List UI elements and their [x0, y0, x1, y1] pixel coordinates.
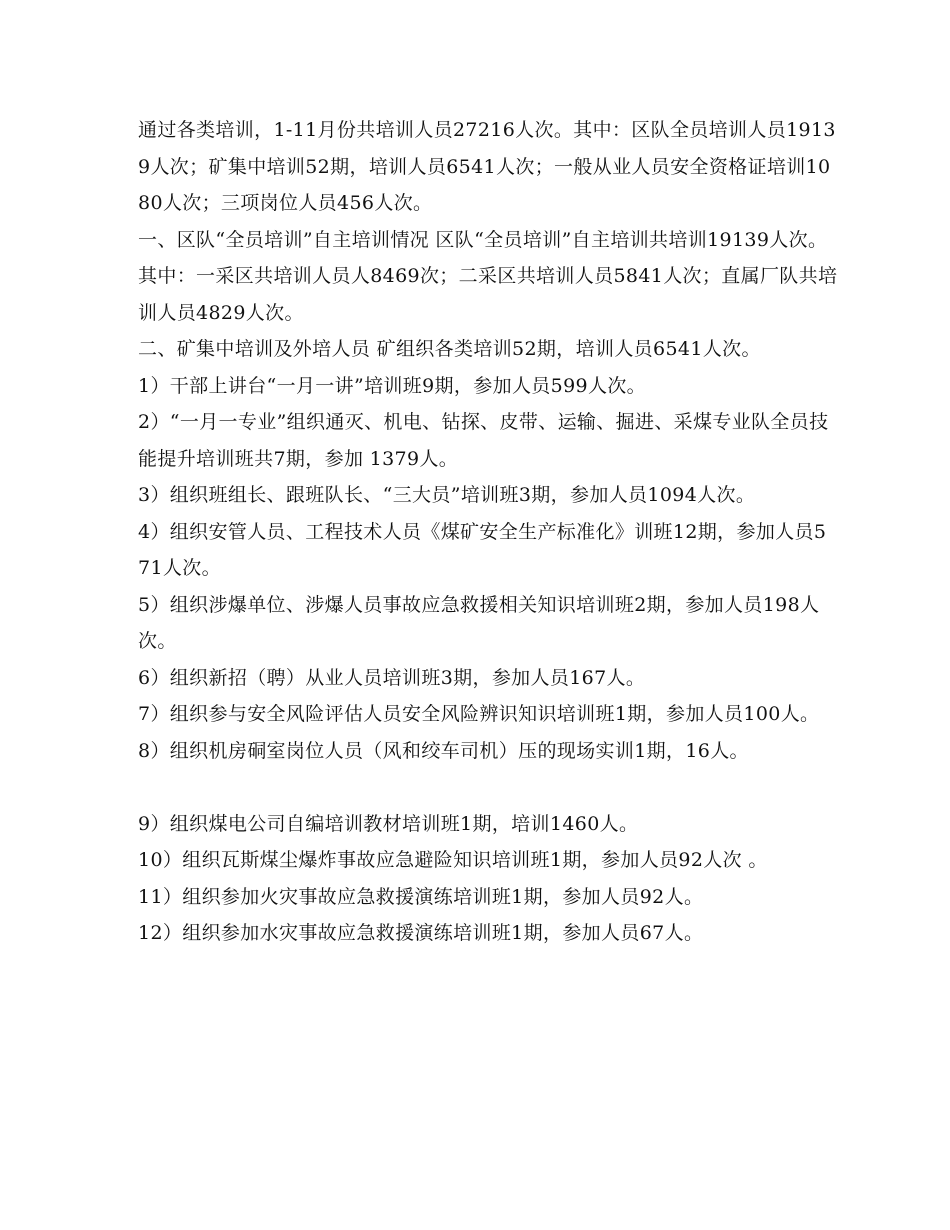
list-item-5: 5）组织涉爆单位、涉爆人员事故应急救援相关知识培训班2期，参加人员198人次。	[138, 593, 820, 652]
list-item-11: 11）组织参加火灾事故应急救援演练培训班1期，参加人员92人。	[138, 885, 704, 908]
section-one-heading: 一、区队“全员培训”自主培训情况 区队“全员培训”自主培训共培训19139人次。	[138, 228, 828, 251]
section-one-detail: 其中：一采区共培训人员人8469次；二采区共培训人员5841人次；直属厂队共培训人员4829人次。	[138, 265, 838, 324]
list-item-2: 2）“一月一专业”组织通灭、机电、钻探、皮带、运输、掘进、采煤专业队全员技能提升培训班共7期，参加 1379人。	[138, 411, 829, 470]
list-item-3: 3）组织班组长、跟班队长、“三大员”培训班3期，参加人员1094人次。	[138, 484, 756, 506]
list-item-6: 6）组织新招（聘）从业人员培训班3期，参加人员167人。	[138, 666, 646, 689]
list-item-1: 1）干部上讲台“一月一讲”培训班9期，参加人员599人次。	[138, 374, 647, 397]
list-item-7: 7）组织参与安全风险评估人员安全风险辨识知识培训班1期，参加人员100人。	[138, 703, 820, 725]
list-item-10: 10）组织瓦斯煤尘爆炸事故应急避险知识培训班1期，参加人员92人次 。	[138, 849, 768, 871]
section-two-heading: 二、矿集中培训及外培人员 矿组织各类培训52期，培训人员6541人次。	[138, 338, 761, 360]
document-body	[138, 112, 838, 952]
list-item-4: 4）组织安管人员、工程技术人员《煤矿安全生产标准化》训班12期，参加人员571人次。	[138, 520, 827, 579]
summary-paragraph: 通过各类培训，1-11月份共培训人员27216人次。其中：区队全员培训人员19139人次；矿集中培训52期，培训人员6541人次；一般从业人员安全资格证培训1080人次；三项岗位人员456人次。	[138, 119, 836, 214]
blank-line	[138, 769, 838, 806]
list-item-12: 12）组织参加水灾事故应急救援演练培训班1期，参加人员67人。	[138, 922, 704, 944]
list-item-8: 8）组织机房硐室岗位人员（风和绞车司机）压的现场实训1期，16人。	[138, 739, 749, 762]
list-item-9: 9）组织煤电公司自编培训教材培训班1期，培训1460人。	[138, 812, 639, 835]
